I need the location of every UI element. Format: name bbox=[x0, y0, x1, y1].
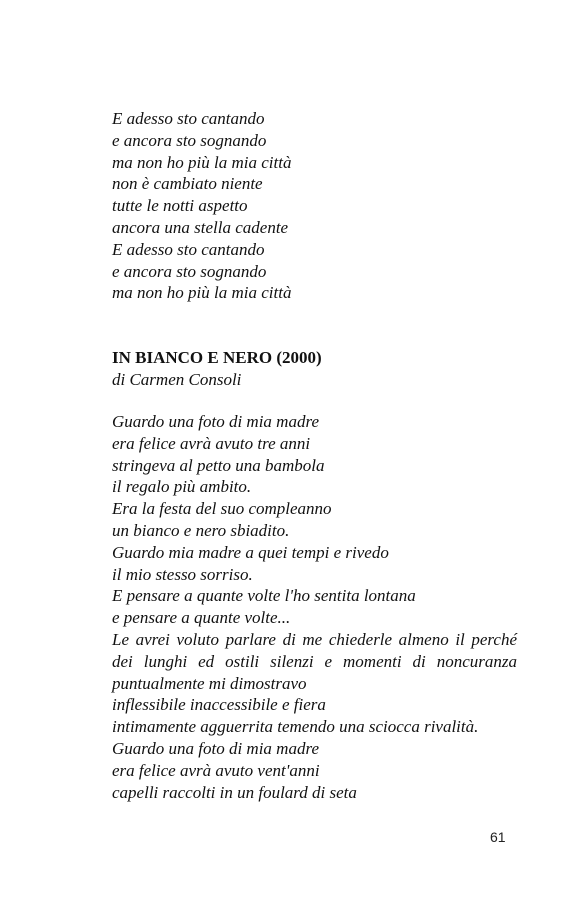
lyric-line: Guardo mia madre a quei tempi e rivedo bbox=[112, 542, 389, 562]
lyric-line: inflessibile inaccessibile e fiera bbox=[112, 695, 326, 715]
lyric-line: il mio stesso sorriso. bbox=[112, 564, 253, 584]
lyric-line: ma non ho più la mia città bbox=[112, 283, 292, 303]
page-number: 61 bbox=[490, 829, 506, 845]
lyric-line: Guardo una foto di mia madre bbox=[112, 738, 319, 758]
lyric-line: intimamente agguerrita temendo una sciocca rivalità. bbox=[112, 717, 479, 737]
lyric-line: ma non ho più la mia città bbox=[112, 152, 292, 172]
lyrics-stanza-2 bbox=[112, 411, 517, 803]
lyric-line: Guardo una foto di mia madre bbox=[112, 412, 319, 431]
lyric-line: un bianco e nero sbiadito. bbox=[112, 520, 290, 540]
song-title: IN BIANCO E NERO (2000) bbox=[112, 348, 322, 367]
lyric-line: capelli raccolti in un foulard di seta bbox=[112, 782, 357, 802]
lyric-line: era felice avrà avuto vent'anni bbox=[112, 760, 320, 780]
song-heading bbox=[112, 347, 517, 391]
lyric-line: ancora una stella cadente bbox=[112, 217, 289, 237]
lyric-line: non è cambiato niente bbox=[112, 174, 263, 194]
lyric-line: E adesso sto cantando bbox=[112, 239, 265, 259]
lyric-line: era felice avrà avuto tre anni bbox=[112, 433, 311, 453]
lyric-line: il regalo più ambito. bbox=[112, 477, 252, 497]
lyric-line: e ancora sto sognando bbox=[112, 130, 267, 150]
lyric-line: E adesso sto cantando bbox=[112, 109, 265, 128]
lyric-line: e ancora sto sognando bbox=[112, 261, 267, 281]
lyric-line: E pensare a quante volte l'ho sentita lontana bbox=[112, 586, 416, 606]
lyric-line: Le avrei voluto parlare di me chiederle almeno il perché bbox=[112, 629, 517, 649]
lyric-line: e pensare a quante volte... bbox=[112, 608, 291, 628]
lyric-line: Era la festa del suo compleanno bbox=[112, 499, 332, 519]
lyric-line: dei lunghi ed ostili silenzi e momenti di noncuranza bbox=[112, 651, 517, 671]
lyric-line: puntualmente mi dimostravo bbox=[112, 673, 307, 693]
lyric-line: tutte le notti aspetto bbox=[112, 196, 248, 216]
lyrics-stanza-1 bbox=[112, 108, 517, 304]
song-author: di Carmen Consoli bbox=[112, 370, 242, 389]
lyric-line: stringeva al petto una bambola bbox=[112, 455, 325, 475]
